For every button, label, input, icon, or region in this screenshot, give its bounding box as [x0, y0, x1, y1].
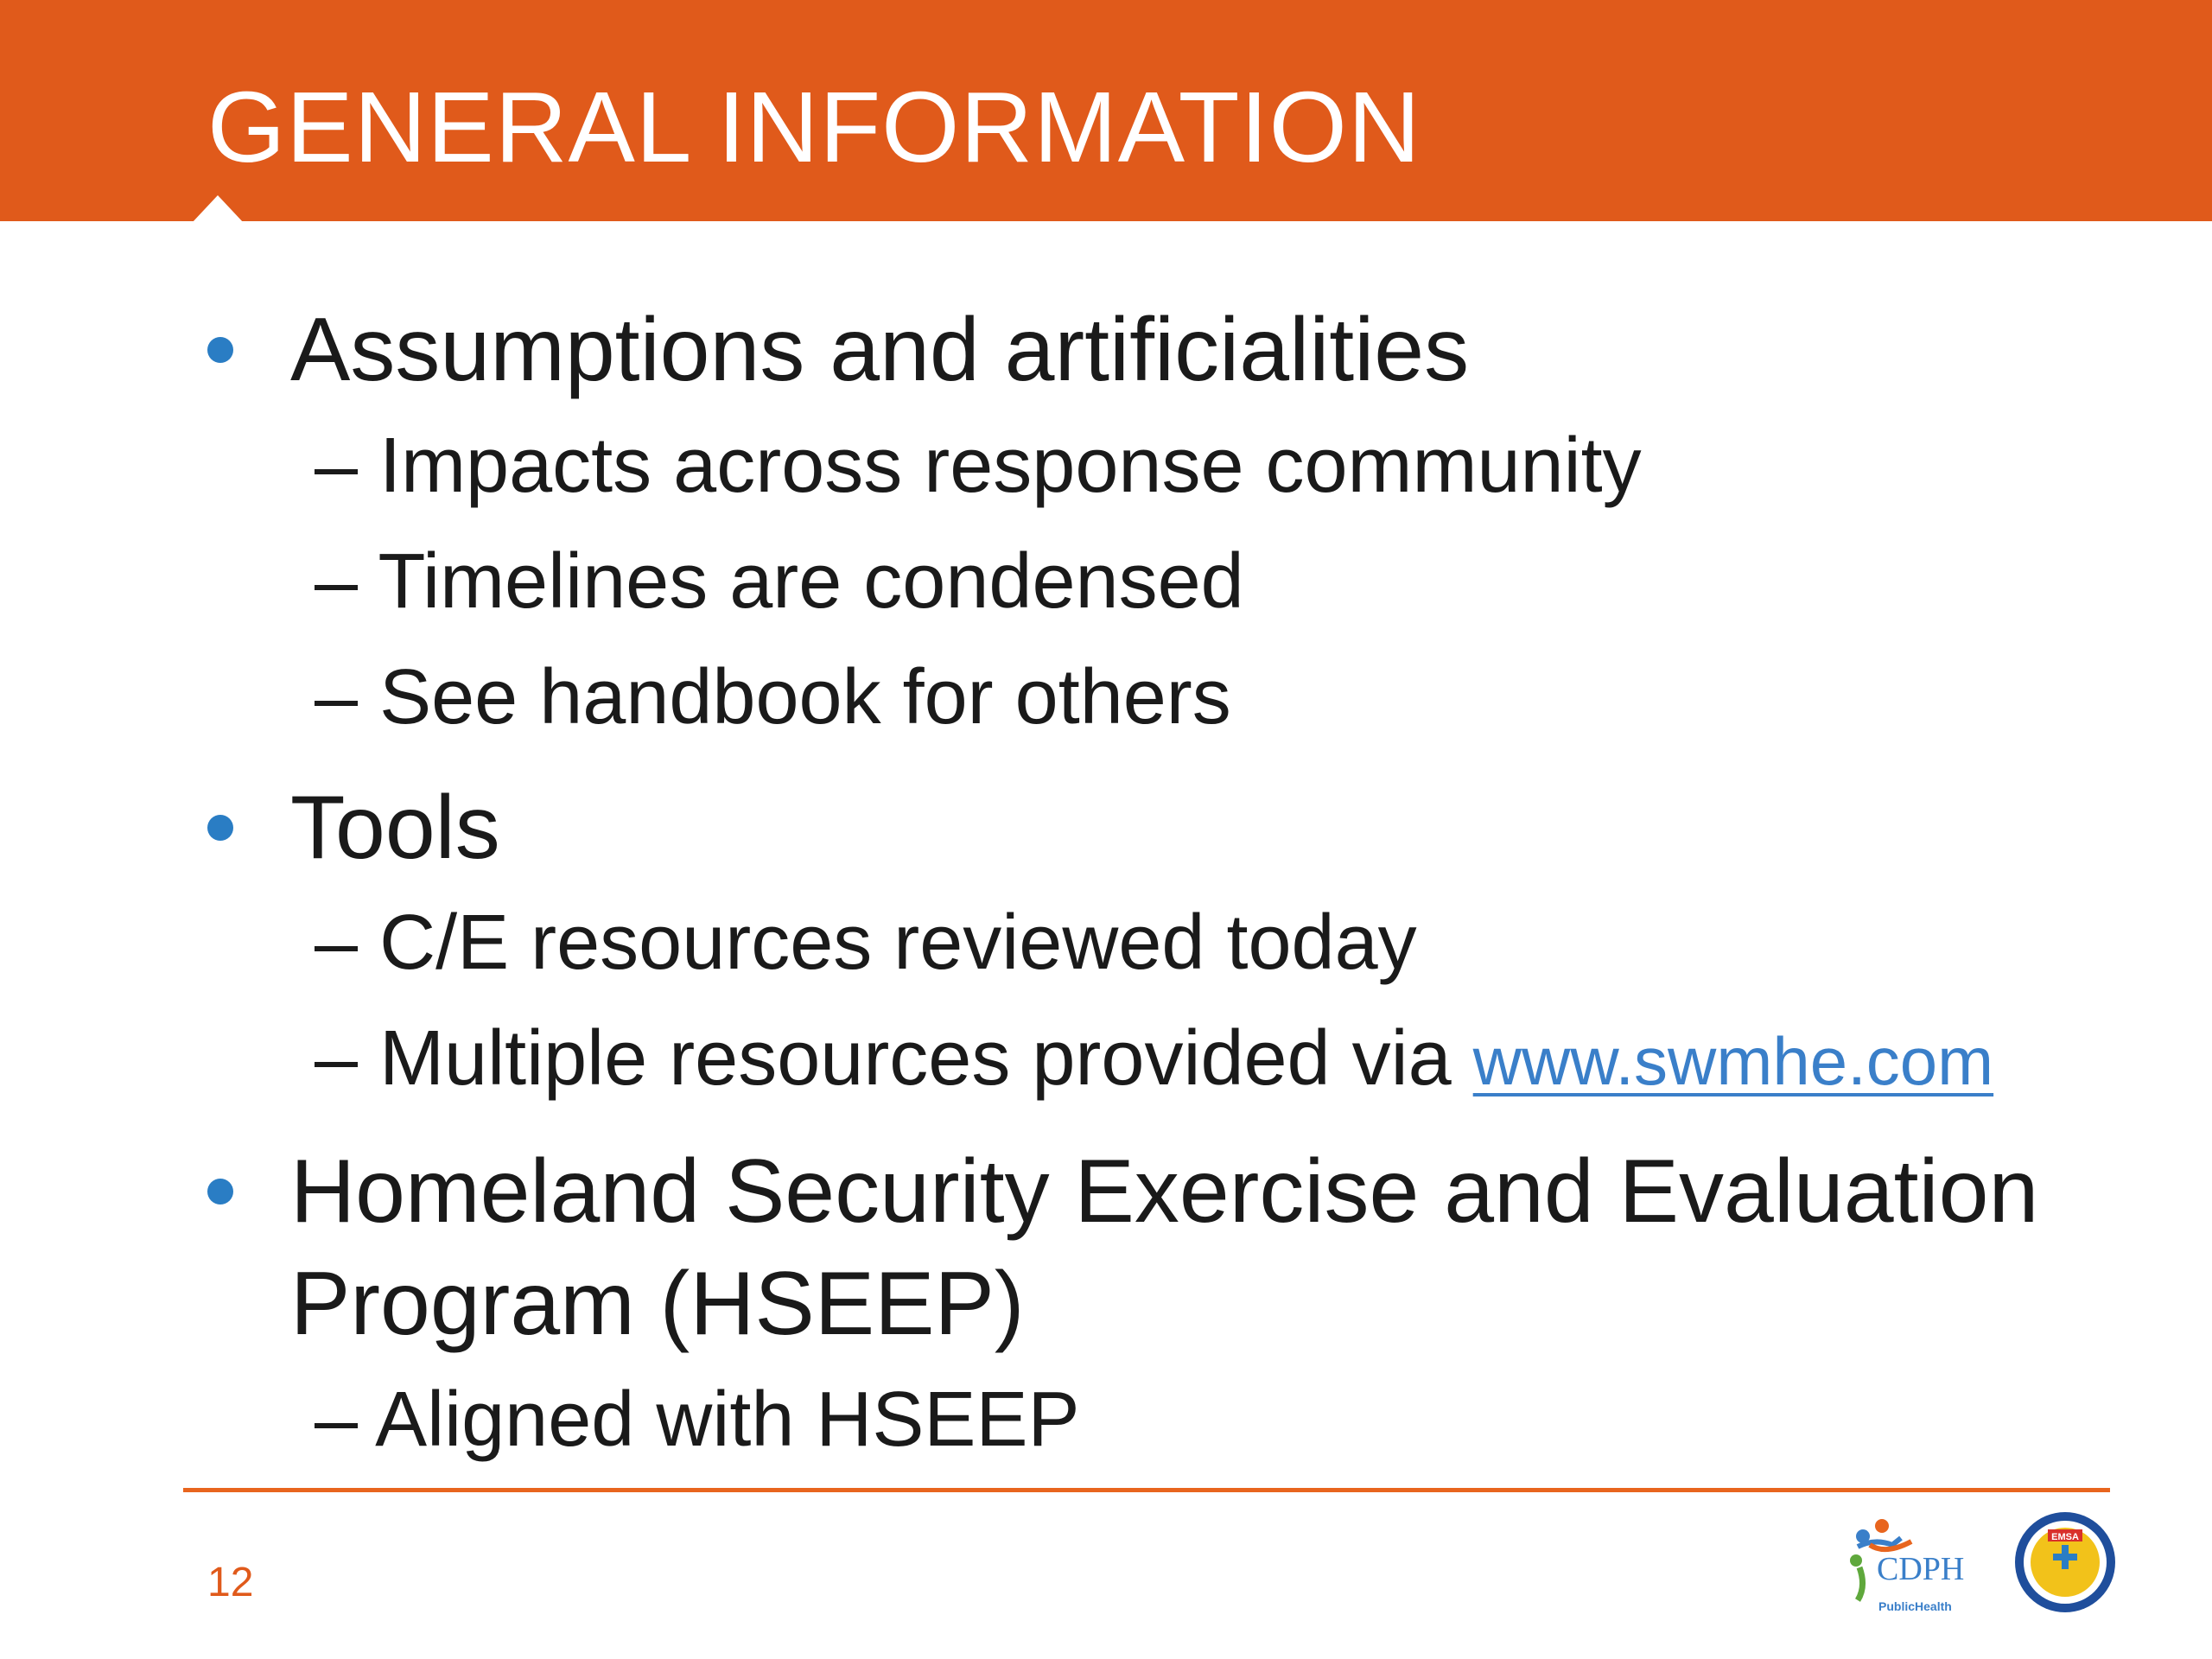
sub-bullet-text: C/E resources reviewed today [379, 899, 1417, 986]
slide-title: GENERAL INFORMATION [207, 71, 1421, 183]
dash: – [315, 538, 359, 625]
bullet-dot [207, 337, 233, 363]
sub-bullet-handbook [315, 650, 1231, 745]
cdph-figures-logo [1850, 1519, 1964, 1613]
emsa-logo-text: EMSA [2051, 1532, 2079, 1542]
sub-bullet-multiple-resources [315, 1011, 1993, 1109]
sub-bullet-impacts [315, 418, 1642, 513]
cdph-logo-subtext: PublicHealth [1878, 1599, 1952, 1613]
sub-bullet-text: Multiple resources provided via [379, 1015, 1473, 1102]
bullet-dot [207, 815, 233, 841]
emsa-seal-logo [2015, 1512, 2115, 1612]
sub-bullet-text: See handbook for others [379, 654, 1231, 741]
sub-bullet-ce-resources [315, 895, 1417, 990]
sub-bullet-text: Impacts across response community [379, 423, 1642, 509]
bullet-assumptions: Assumptions and artificialities [290, 300, 1470, 400]
footer-logos [1840, 1503, 2117, 1624]
swmhe-link[interactable]: www.swmhe.com [1472, 1023, 1994, 1099]
bullet-tools: Tools [290, 778, 500, 878]
dash: – [315, 1376, 359, 1463]
dash: – [315, 423, 359, 509]
footer-divider [183, 1488, 2110, 1492]
sub-bullet-text: Timelines are condensed [378, 538, 1244, 625]
bullet-hseep: Homeland Security Exercise and Evaluation Program (HSEEP) [290, 1141, 2039, 1354]
dash: – [315, 1015, 359, 1102]
dash: – [315, 654, 359, 741]
page-number: 12 [207, 1560, 254, 1605]
cdph-logo-text: CDPH [1877, 1551, 1965, 1587]
sub-bullet-timelines [315, 534, 1244, 629]
sub-bullet-text: Aligned with HSEEP [375, 1376, 1080, 1463]
dash: – [315, 899, 359, 986]
sub-bullet-aligned [315, 1372, 1080, 1467]
bullet-dot [207, 1179, 233, 1205]
